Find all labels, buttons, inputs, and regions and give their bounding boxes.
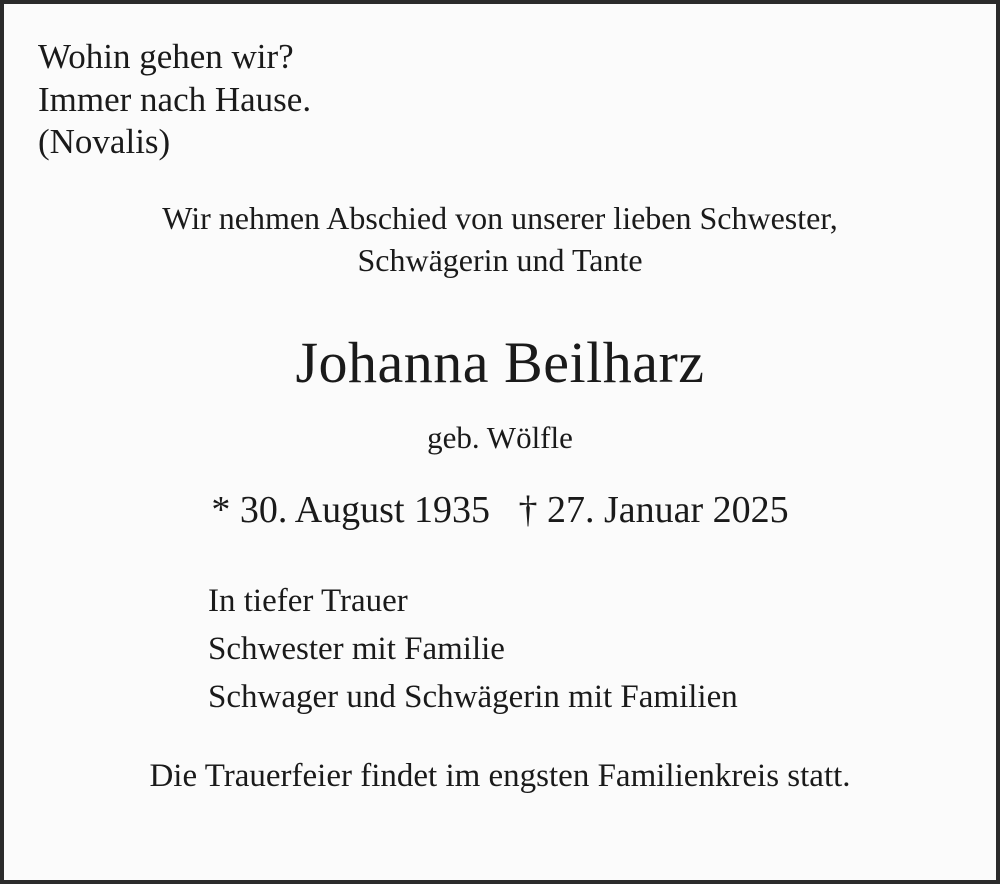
- quote-block: [38, 36, 962, 164]
- maiden-name: geb. Wölfle: [427, 420, 573, 456]
- mourners-line-3: Schwager und Schwägerin mit Familien: [208, 678, 738, 715]
- intro-line-2: Schwägerin und Tante: [357, 241, 643, 278]
- mourners-block: [38, 578, 962, 722]
- mourners-line-2: Schwester mit Familie: [208, 631, 505, 668]
- funeral-note: Die Trauerfeier findet im engsten Familienkreis statt.: [149, 757, 851, 794]
- quote-line-1: Wohin gehen wir?: [38, 37, 294, 76]
- quote-line-2: Immer nach Hause.: [38, 79, 312, 119]
- life-dates: * 30. August 1935 † 27. Januar 2025: [211, 489, 789, 532]
- intro-block: [38, 198, 962, 281]
- deceased-name: Johanna Beilharz: [295, 330, 705, 396]
- quote-attribution: (Novalis): [38, 122, 171, 162]
- mourners-line-1: In tiefer Trauer: [208, 583, 408, 620]
- intro-line-1: Wir nehmen Abschied von unserer lieben Schwester,: [162, 200, 838, 237]
